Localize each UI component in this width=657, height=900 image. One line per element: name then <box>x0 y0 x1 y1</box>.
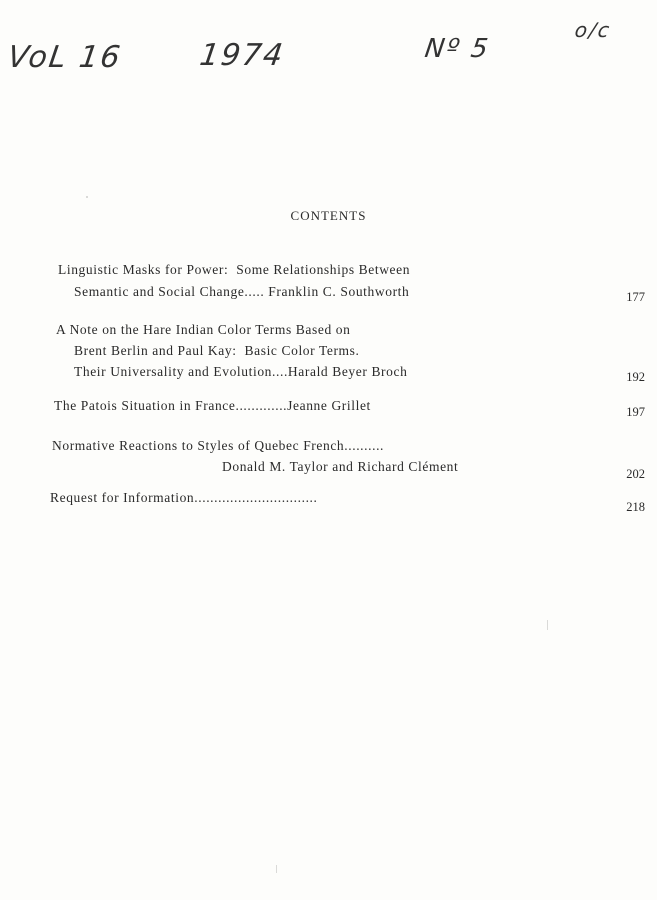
handwritten-year: 1974 <box>197 38 287 73</box>
entry-5-line-1: Request for Information............................... <box>50 490 318 505</box>
entry-4-page: 202 <box>626 467 645 481</box>
entry-2-line-3: Their Universality and Evolution....Harald Beyer Broch <box>74 364 408 379</box>
scan-speck <box>547 620 548 630</box>
handwritten-volume: VoL 16 <box>5 40 125 75</box>
entry-2-line-2: Brent Berlin and Paul Kay: Basic Color Terms. <box>74 343 360 358</box>
entry-1-line-2: Semantic and Social Change..... Franklin C. Southworth <box>74 284 410 299</box>
entry-2-page: 192 <box>626 370 645 384</box>
handwritten-number: Nº 5 <box>422 34 492 64</box>
entry-4-line-2: Donald M. Taylor and Richard Clément <box>222 459 459 474</box>
scan-speck <box>86 196 88 198</box>
entry-3-line-1: The Patois Situation in France.............Jeanne Grillet <box>54 398 371 413</box>
handwritten-corner-note: o/c <box>573 18 613 42</box>
scan-speck <box>276 865 277 873</box>
entry-3-page: 197 <box>626 405 645 419</box>
entry-1-line-1: Linguistic Masks for Power: Some Relationships Between <box>58 262 411 277</box>
entry-5-page: 218 <box>626 500 645 514</box>
contents-heading: CONTENTS <box>290 208 367 223</box>
entry-1-page: 177 <box>626 290 645 304</box>
entry-2-line-1: A Note on the Hare Indian Color Terms Based on <box>56 322 351 337</box>
entry-4-line-1: Normative Reactions to Styles of Quebec French.......... <box>52 438 385 453</box>
